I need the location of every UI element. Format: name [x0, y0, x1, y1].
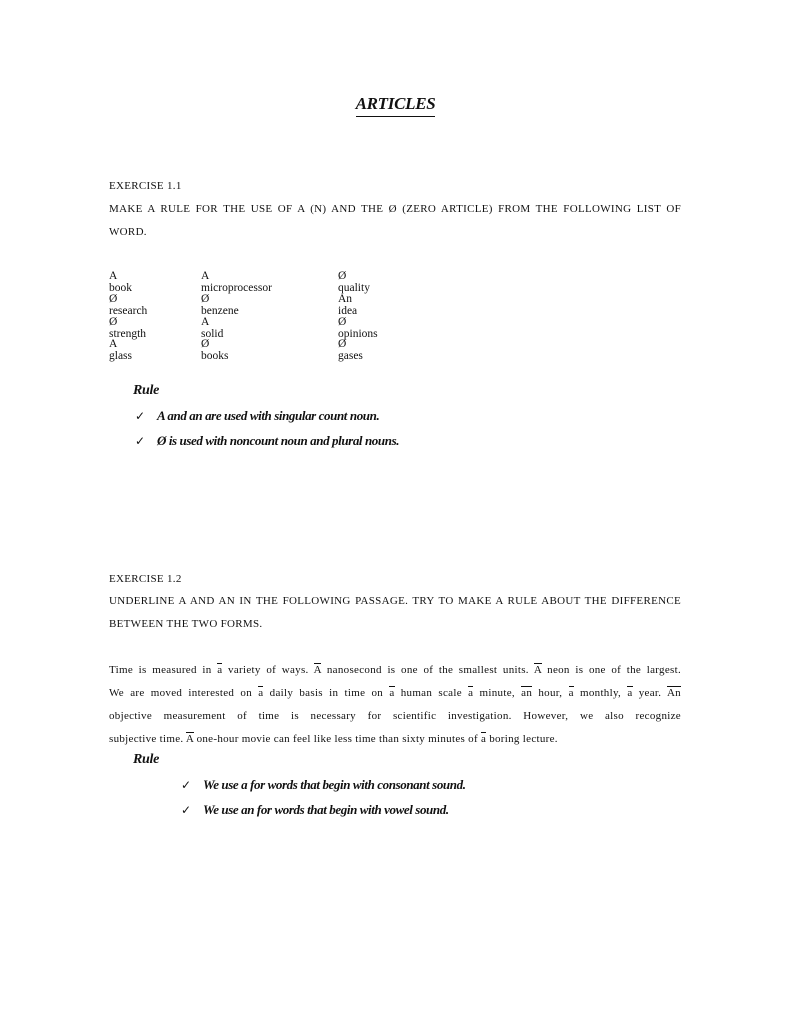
word-cell: Ø opinions: [338, 316, 378, 340]
article-mark: A: [533, 664, 542, 676]
rule-item: ✓ A and an are used with singular count noun.: [135, 408, 380, 423]
rule-title: Rule: [133, 752, 160, 767]
rule-item: ✓ We use a for words that begin with consonant sound.: [181, 777, 466, 792]
exercise-1-2-instruction-line2: BETWEEN THE TWO FORMS.: [109, 618, 263, 630]
page-title: ARTICLES: [0, 94, 791, 114]
word-cell: A glass: [109, 338, 132, 362]
rule-item: ✓ Ø is used with noncount noun and plural nouns.: [135, 433, 400, 448]
exercise-1-1-label: EXERCISE 1.1: [109, 180, 182, 192]
article-mark: a: [217, 664, 223, 676]
word-cell: A book: [109, 270, 132, 294]
word-cell: A microprocessor: [201, 270, 272, 294]
rule-title: Rule: [133, 383, 160, 398]
exercise-1-2-label: EXERCISE 1.2: [109, 573, 182, 585]
article-mark: A: [185, 733, 194, 745]
word-cell: An idea: [338, 293, 358, 317]
word-cell: Ø quality: [338, 270, 370, 294]
word-cell: Ø books: [201, 338, 229, 362]
article-mark: A: [313, 664, 322, 676]
check-icon: ✓: [181, 778, 191, 792]
passage-line: Time is measured in a variety of ways. A nanosecond is one of the smallest units. A neon is one of the largest.: [109, 664, 682, 676]
check-icon: ✓: [135, 434, 145, 448]
check-icon: ✓: [135, 409, 145, 423]
exercise-1-2-instruction-line1: UNDERLINE A AND AN IN THE FOLLOWING PASSAGE. TRY TO MAKE A RULE ABOUT THE DIFFERENCE: [109, 595, 681, 607]
word-cell: Ø benzene: [201, 293, 239, 317]
article-mark: An: [666, 687, 681, 699]
article-mark: a: [258, 687, 264, 699]
word-cell: Ø gases: [338, 338, 363, 362]
word-cell: Ø strength: [109, 316, 147, 340]
article-mark: an: [521, 687, 533, 699]
word-cell: Ø research: [109, 293, 148, 317]
article-mark: a: [389, 687, 395, 699]
article-mark: a: [627, 687, 633, 699]
passage-line: objective measurement of time is necessary for scientific investigation. However, we also recognize: [109, 710, 681, 722]
article-mark: a: [468, 687, 474, 699]
passage-line: subjective time. A one-hour movie can feel like less time than sixty minutes of a boring lecture.: [109, 733, 558, 745]
word-cell: A solid: [201, 316, 224, 340]
passage-line: We are moved interested on a daily basis in time on a human scale a minute, an hour, a monthly, a year. An: [109, 687, 681, 699]
article-mark: a: [480, 733, 487, 745]
rule-item: ✓ We use an for words that begin with vowel sound.: [181, 802, 449, 817]
article-mark: a: [568, 687, 574, 699]
check-icon: ✓: [181, 803, 191, 817]
exercise-1-1-instruction-line1: MAKE A RULE FOR THE USE OF A (N) AND THE Ø (ZERO ARTICLE) FROM THE FOLLOWING LIST OF: [109, 203, 681, 215]
exercise-1-1-instruction-line2: WORD.: [109, 226, 147, 238]
